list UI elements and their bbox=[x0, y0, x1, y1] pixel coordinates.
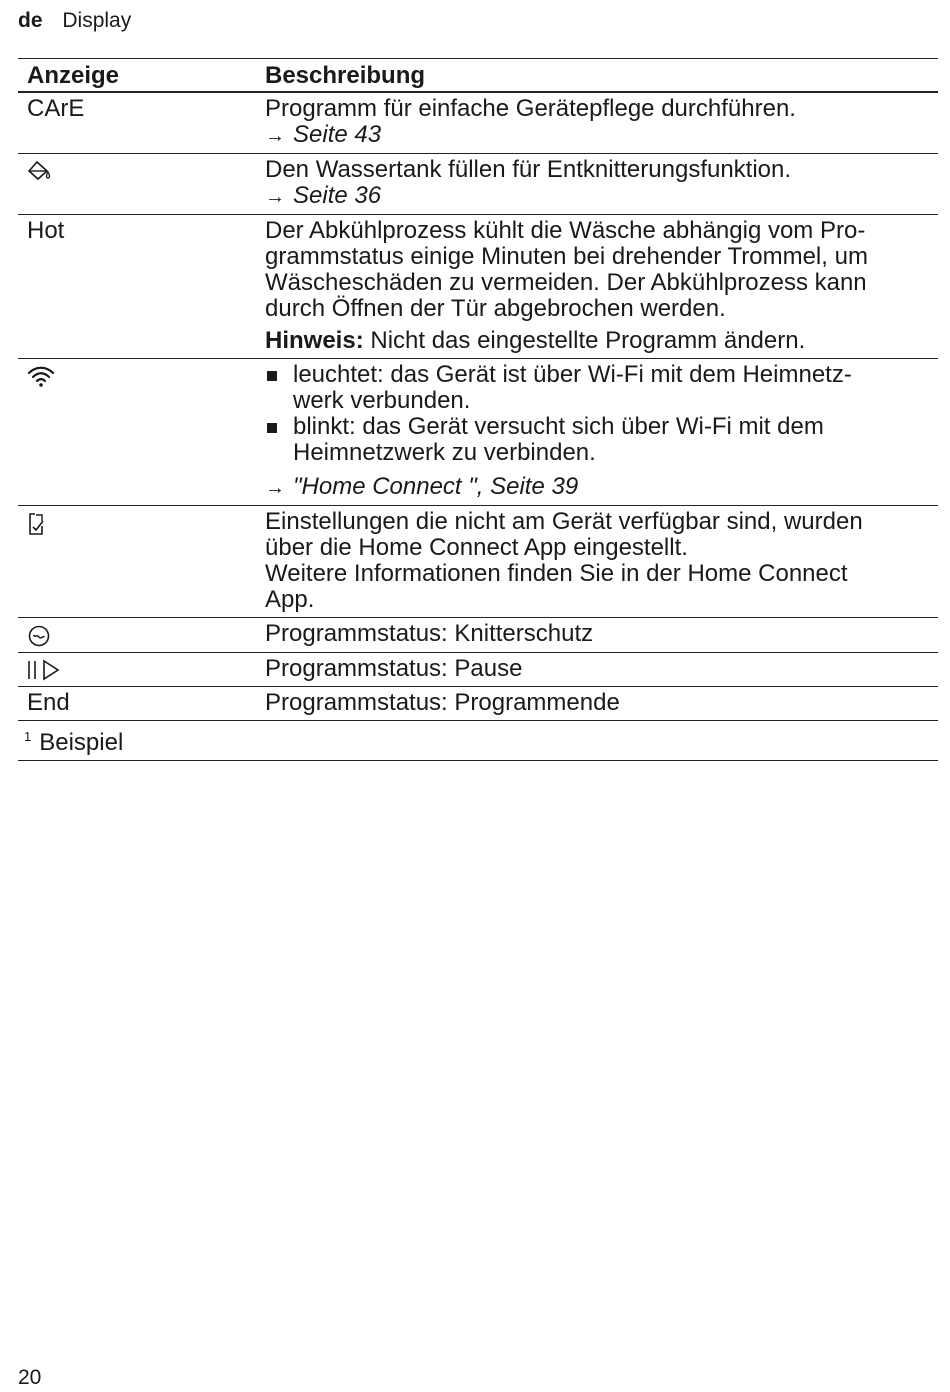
description-pause: Programmstatus: Pause bbox=[265, 655, 523, 682]
table-row-pause bbox=[18, 653, 938, 687]
wifi-page-ref bbox=[265, 474, 930, 501]
water-page-ref bbox=[265, 183, 930, 210]
description-care bbox=[257, 93, 938, 153]
header-anzeige: Anzeige bbox=[27, 62, 120, 89]
description-wifi bbox=[257, 359, 938, 505]
footnote bbox=[18, 721, 123, 760]
table-header-row bbox=[18, 59, 938, 93]
page-header bbox=[18, 9, 131, 33]
remote-line: App. bbox=[265, 586, 315, 613]
water-ref-text: Seite 36 bbox=[293, 182, 382, 209]
footnote-mark: 1 bbox=[24, 729, 32, 744]
display-end: End bbox=[27, 689, 70, 716]
care-page-ref bbox=[265, 122, 930, 149]
page-number: 20 bbox=[18, 1366, 42, 1389]
hot-line: grammstatus einige Minuten bei drehender Trommel, um bbox=[265, 243, 868, 270]
anti-crease-icon bbox=[27, 624, 51, 648]
display-table bbox=[18, 58, 938, 761]
care-text: Programm für einfache Gerätepflege durchführen. bbox=[265, 95, 796, 122]
list-item bbox=[265, 362, 930, 414]
table-row-remote bbox=[18, 506, 938, 618]
display-hot: Hot bbox=[27, 217, 65, 244]
description-end: Programmstatus: Programmende bbox=[265, 689, 620, 716]
arrow-right-icon: → bbox=[265, 186, 285, 208]
wifi-icon bbox=[27, 365, 55, 387]
footnote-text: Beispiel bbox=[39, 729, 124, 756]
description-remote bbox=[257, 506, 938, 617]
remote-line: Einstellungen die nicht am Gerät verfügbar sind, wurden bbox=[265, 508, 863, 535]
hot-line: durch Öffnen der Tür abgebrochen werden. bbox=[265, 295, 726, 322]
table-row-water-tank bbox=[18, 154, 938, 215]
arrow-right-icon: → bbox=[265, 125, 285, 147]
header-beschreibung: Beschreibung bbox=[265, 62, 426, 89]
display-care: CArE bbox=[27, 95, 85, 122]
pause-play-icon bbox=[27, 659, 63, 681]
arrow-right-icon: → bbox=[265, 477, 285, 499]
wifi-bullet-list bbox=[265, 362, 930, 466]
care-ref-text: Seite 43 bbox=[293, 121, 382, 148]
bullet-line: leuchtet: das Gerät ist über Wi-Fi mit dem Heimnetz- bbox=[293, 361, 852, 388]
hot-line: Wäscheschäden zu vermeiden. Der Abkühlprozess kann bbox=[265, 269, 867, 296]
bullet-line: blinkt: das Gerät versucht sich über Wi-Fi mit dem bbox=[293, 413, 824, 440]
remote-settings-icon bbox=[27, 512, 47, 536]
description-water-tank bbox=[257, 154, 938, 214]
bullet-line: Heimnetzwerk zu verbinden. bbox=[293, 439, 596, 466]
table-row-end bbox=[18, 687, 938, 721]
water-tank-fill-icon bbox=[27, 160, 53, 182]
note-label: Hinweis: bbox=[265, 327, 364, 354]
table-row-hot bbox=[18, 215, 938, 359]
section-title: Display bbox=[62, 9, 132, 32]
table-row-wifi bbox=[18, 359, 938, 506]
remote-line: Weitere Informationen finden Sie in der Home Connect bbox=[265, 560, 848, 587]
table-row-care bbox=[18, 93, 938, 154]
language-code: de bbox=[18, 9, 43, 32]
hot-note bbox=[265, 328, 930, 354]
list-item bbox=[265, 414, 930, 466]
note-text: Nicht das eingestellte Programm ändern. bbox=[363, 327, 806, 354]
bullet-line: werk verbunden. bbox=[293, 387, 471, 414]
table-row-crease bbox=[18, 618, 938, 653]
wifi-ref-text: "Home Connect ", Seite 39 bbox=[293, 473, 579, 500]
description-hot bbox=[257, 215, 938, 358]
water-text: Den Wassertank füllen für Entknitterungsfunktion. bbox=[265, 156, 792, 183]
hot-line: Der Abkühlprozess kühlt die Wäsche abhängig vom Pro- bbox=[265, 217, 866, 244]
description-crease: Programmstatus: Knitterschutz bbox=[265, 620, 594, 647]
remote-line: über die Home Connect App eingestellt. bbox=[265, 534, 688, 561]
table-footnote-row bbox=[18, 721, 938, 761]
